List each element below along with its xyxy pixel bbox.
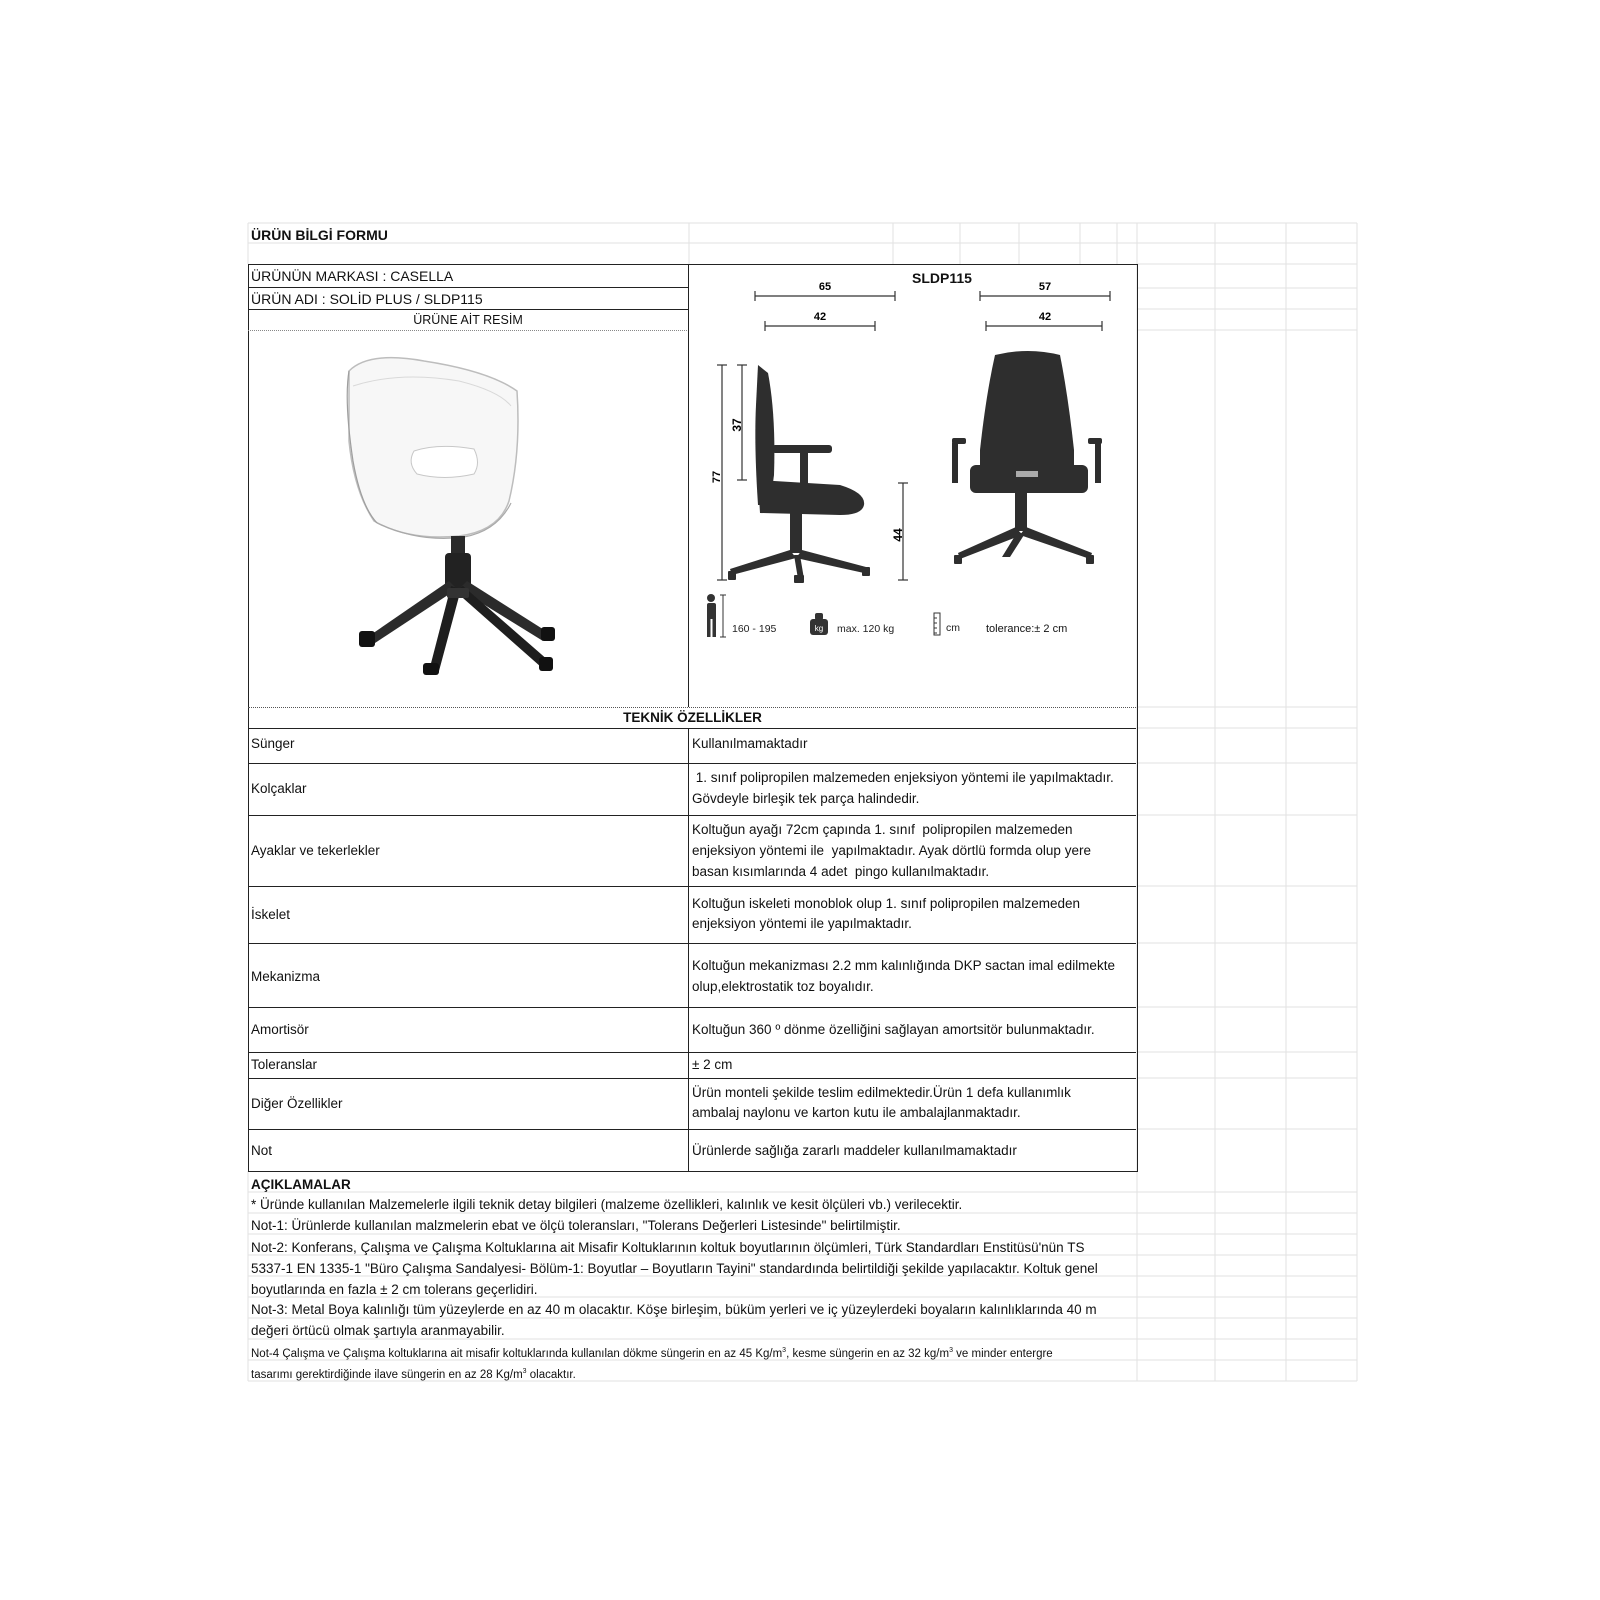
spec-label-kolcaklar: Kolçaklar [251,781,307,796]
spec-value-sunger: Kullanılmamaktadır [692,736,808,751]
row-divider [248,1078,1136,1079]
note-2-line-1: Not-2: Konferans, Çalışma ve Çalışma Koltuklarına ait Misafir Koltuklarının koltuk boyutlarının ölçümleri, Türk Standardları Enstitüsü'nün TS [251,1240,1085,1255]
height-dimensions [717,365,908,580]
spec-value-kolcaklar-2: Gövdeyle birleşik tek parça halindedir. [692,791,920,806]
section-divider [248,707,1136,708]
spec-value-kolcaklar-1: 1. sınıf polipropilen malzemeden enjeksiyon yöntemi ile yapılmaktadır. [692,770,1114,785]
row-divider [248,886,1136,887]
note-star: * Üründe kullanılan Malzemelerle ilgili teknik detay bilgileri (malzeme özellikleri, kalınlık ve kesit ölçüleri vb.) verilecektir. [251,1197,963,1212]
spec-value-toleranslar: ± 2 cm [692,1057,733,1072]
row-divider [248,943,1136,944]
spec-value-iskelet-2: enjeksiyon yöntemi ile yapılmaktadır. [692,916,912,931]
superscript: 3 [782,1347,787,1354]
max-load: max. 120 kg [837,623,895,635]
note-4-text-a: Not-4 Çalışma ve Çalışma koltuklarına ait misafir koltuklarında kullanılan dökme süngerin en az 45 Kg/m [251,1347,783,1360]
spec-value-amortisor: Koltuğun 360 º dönme özelliğini sağlayan amortsitör bulunmaktadır. [692,1022,1095,1037]
user-height-range: 160 - 195 [732,623,777,635]
dim-total-height: 77 [711,470,723,484]
dim-side-inner: 42 [813,311,827,323]
form-title: ÜRÜN BİLGİ FORMU [251,227,388,243]
spec-value-mekanizma-1: Koltuğun mekanizması 2.2 mm kalınlığında DKP sactan imal edilmekte [692,958,1115,973]
spec-label-toleranslar: Toleranslar [251,1057,318,1072]
spec-label-diger: Diğer Özellikler [251,1096,343,1111]
spec-label-not: Not [251,1143,273,1158]
dim-front-inner: 42 [1038,311,1052,323]
note-3-line-2: değeri örtücü olmak şartıyla aranmayabilir. [251,1323,505,1338]
brand-label: ÜRÜNÜN MARKASI : CASELLA [251,268,454,284]
person-icon [707,594,726,637]
note-4-line-1 [251,1341,1141,1364]
superscript: 3 [522,1368,527,1375]
note-4-text-b: , kesme süngerin en az 32 kg/m [786,1347,950,1360]
spec-label-amortisor: Amortisör [251,1022,309,1037]
tech-specs-header: TEKNİK ÖZELLİKLER [623,710,762,725]
row-divider [248,763,1136,764]
spec-label-mekanizma: Mekanizma [251,969,321,984]
note-1: Not-1: Ürünlerde kullanılan malzmelerin ebat ve ölçü toleransları, "Tolerans Değerleri Listesinde" belirtilmiştir. [251,1218,901,1233]
dim-back-height: 37 [730,418,744,432]
section-divider [248,728,1136,729]
row-divider [248,309,689,310]
spec-value-mekanizma-2: olup,elektrostatik toz boyalıdır. [692,979,874,994]
spec-value-diger-2: ambalaj naylonu ve karton kutu ile ambalajlanmaktadır. [692,1105,1021,1120]
note-4-text-c: ve minder entergre [952,1347,1053,1360]
spec-value-ayaklar-3: basan kısımlarında 4 adet pingo kullanılmaktadır. [692,864,990,879]
product-photo [249,331,689,703]
spec-label-sunger: Sünger [251,736,295,751]
drawing-code: SLDP115 [912,270,972,286]
row-divider [248,287,689,288]
side-view-chair [728,365,870,583]
spec-value-iskelet-1: Koltuğun iskeleti monoblok olup 1. sınıf polipropilen malzemeden [692,896,1080,911]
row-divider [248,1052,1136,1053]
front-view-chair [952,351,1102,564]
notes-title: AÇIKLAMALAR [251,1177,351,1192]
row-divider [248,1007,1136,1008]
note-2-line-2: 5337-1 EN 1335-1 "Büro Çalışma Sandalyesi- Bölüm-1: Boyutlar – Boyutların Tayini" standardında belirtildiği şekilde yapılacaktır. Koltuk genel [251,1261,1098,1276]
row-divider [248,815,1136,816]
ruler-icon [934,613,940,635]
superscript: 3 [949,1347,953,1354]
dim-side-outer: 65 [818,281,832,293]
column-divider [688,728,689,1171]
spec-value-ayaklar-1: Koltuğun ayağı 72cm çapında 1. sınıf polipropilen malzemeden [692,822,1073,837]
dimension-drawing [690,265,1136,707]
kg-badge: kg [814,624,824,633]
tolerance-value: tolerance:± 2 cm [986,623,1068,635]
spec-value-ayaklar-2: enjeksiyon yöntemi ile yapılmaktadır. Ayak dörtlü formda olup yere [692,843,1091,858]
dim-seat-height: 44 [891,528,905,542]
spec-value-diger-1: Ürün monteli şekilde teslim edilmektedir.Ürün 1 defa kullanımlık [692,1085,1071,1100]
dim-front-outer: 57 [1038,281,1052,293]
note-2-line-3: boyutlarında en fazla ± 2 cm tolerans geçerlidiri. [251,1282,538,1297]
image-caption: ÜRÜNE AİT RESİM [413,313,523,327]
note-4-text-e: olacaktır. [526,1368,576,1381]
note-3-line-1: Not-3: Metal Boya kalınlığı tüm yüzeylerde en az 40 m olacaktır. Köşe birleşim, büküm yerleri ve iç yüzeylerdeki boyaların kalınlıklarında 40 m [251,1302,1097,1317]
product-name-label: ÜRÜN ADI : SOLİD PLUS / SLDP115 [251,291,483,307]
unit-cm: cm [946,622,960,634]
spec-label-ayaklar: Ayaklar ve tekerlekler [251,843,380,858]
note-4-text-d: tasarımı gerektirdiğinde ilave süngerin en az 28 Kg/m [251,1368,523,1381]
note-4-line-2 [251,1362,1141,1385]
row-divider [248,1129,1136,1130]
spec-label-iskelet: İskelet [251,907,291,922]
spec-value-not: Ürünlerde sağlığa zararlı maddeler kullanılmamaktadır [692,1143,1017,1158]
